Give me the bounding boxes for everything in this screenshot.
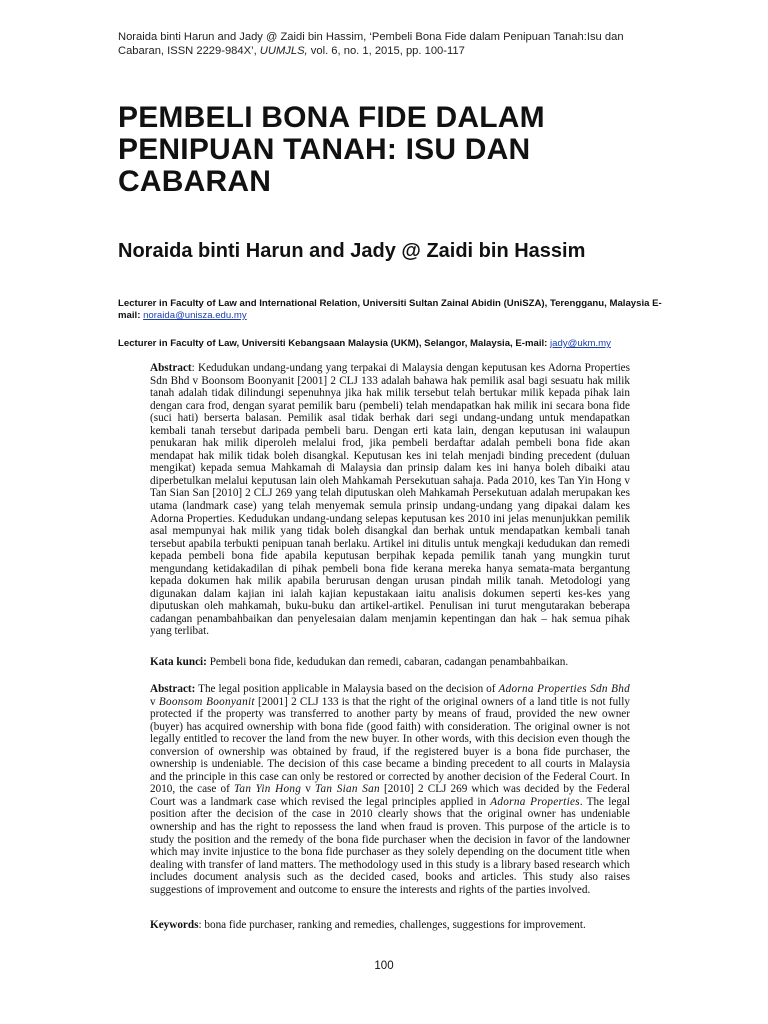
keywords-malay-text: Pembeli bona fide, kedudukan dan remedi, cabaran, cadangan penambahbaikan. bbox=[206, 656, 569, 668]
abstract-malay-label: Abstract bbox=[150, 362, 192, 374]
email-link-jady[interactable]: jady@ukm.my bbox=[550, 338, 611, 349]
abstract-english-text-1: The legal position applicable in Malaysia based on the decision of bbox=[195, 683, 499, 695]
running-head-journal: UUMJLS, bbox=[259, 45, 308, 57]
keywords-english-label: Keywords bbox=[150, 919, 199, 931]
affiliation-1 bbox=[118, 298, 663, 322]
affiliation-2-text: Lecturer in Faculty of Law, Universiti Kebangsaan Malaysia (UKM), Selangor, Malaysia, E-mail: bbox=[118, 338, 551, 349]
paper-title: PEMBELI BONA FIDE DALAM PENIPUAN TANAH: ISU DAN CABARAN bbox=[118, 101, 545, 198]
abstract-english-text-5: [2010] 2 CLJ 269 which was decided by the Federal Court was a landmark case which revised the legal principles applied in bbox=[150, 783, 631, 808]
case-name-adorna: Adorna Properties Sdn Bhd bbox=[498, 683, 631, 695]
abstract-english-text-6: . The legal position after the decision of the case in 2010 clearly shows that the original owner has undeniable ownership and has the right to repossess the land when fraud is proven. This purpose of the article is to study the position and the remedy of the bona fide purchaser when the decision in favor of the landowner which may invite injustice to the bona fide purchaser as they solely depending on the document title when dealing with transfer of land matters. The methodology used in this study is a library based research which includes document analysis such as the decided cased, books and articles. This study also raises suggestions of improvement and outcome to ensure the interests and rights of the parties involved. bbox=[150, 795, 630, 896]
abstract-english bbox=[150, 683, 630, 896]
abstract-malay-text: : Kedudukan undang-undang yang terpakai di Malaysia dengan keputusan kes Adorna Properties Sdn Bhd v Boonsom Boonyanit [2001] 2 CLJ 133 adalah bahawa hak pemilik asal bagi sesuatu hak milik tanah adalah tidak dilindungi sepenuhnya jika hak milik tersebut telah bertukar milik kepada pihak lain dengan cara frod, dengan syarat pemilik baru (pembeli) telah mendapatkan hak milik ini secara bona fide (suci hati) berserta balasan. Pemilik asal tidak berhak dari segi undang-undang untuk mendapatkan kembali tanah tersebut daripada pembeli baru. Dengan erti kata lain, dengan keputusan ini walaupun penukaran hak milik diperoleh melalui frod, jika pembeli berdaftar adalah pembeli bona fide akan mendapat hak milik tidak boleh disangkal. Keputusan kes ini telah menjadi binding precedent (duluan mengikat) kepada semua Mahkamah di Malaysia dan prinsip dalam kes ini hanya boleh dibaiki atau diperbetulkan melalui keputusan lain oleh Mahkamah Persekutuan sahaja. Pada 2010, kes Tan Yin Hong v Tan Sian San [2010] 2 CLJ 269 yang telah diputuskan oleh Mahkamah Persekutuan adalah merupakan kes utama (landmark case) yang telah menyemak semula prinsip undang-undang yang dipakai dalam kes Adorna Properties. Kedudukan undang-undang selepas keputusan kes 2010 ini jelas menunjukkan pemilik asal mempunyai hak milik yang tidak boleh disangkal dan berhak untuk mendapatkan kembali tanah tersebut apabila terbukti penipuan tanah berlaku. Artikel ini ditulis untuk mengkaji kedudukan dan remedi kepada pembeli bona fide apabila keputusan berpihak kepada pemilik tanah yang mungkin turut mengundang ketidakadilan di pihak pembeli bona fide kerana mereka hanya semata-mata bergantung kepada dokumen hak milik apabila berurusan dengan urusan pindah milik tanah. Metodologi yang digunakan dalam kajian ini ialah kajian kepustakaan iaitu analisis dokumen seperti kes-kes yang diputuskan oleh mahkamah, buku-buku dan artikel-artikel. Penulisan ini turut mengutarakan beberapa cadangan penambahbaikan dan penyelesaian dalam menjamin kepentingan dan hak – hak semua pihak yang terlibat. bbox=[150, 362, 630, 638]
author-names: Noraida binti Harun and Jady @ Zaidi bin Hassim bbox=[118, 240, 586, 262]
keywords-english-text: : bona fide purchaser, ranking and remedies, challenges, suggestions for improvement. bbox=[198, 919, 586, 931]
abstract-english-text-2: v bbox=[150, 695, 159, 708]
abstract-malay bbox=[150, 362, 630, 638]
affiliation-1-text: Lecturer in Faculty of Law and International Relation, Universiti Sultan Zainal Abidin (UniSZA), Terengganu, Malaysia E-mail: bbox=[118, 298, 662, 321]
case-name-boonsom: Boonsom Boonyanit bbox=[158, 695, 255, 708]
email-link-noraida[interactable]: noraida@unisza.edu.my bbox=[143, 310, 247, 321]
abstract-english-text-4: v bbox=[301, 783, 315, 796]
running-head-details: vol. 6, no. 1, 2015, pp. 100-117 bbox=[307, 45, 465, 57]
keywords-malay bbox=[150, 656, 630, 669]
page-number: 100 bbox=[374, 960, 394, 972]
case-name-tan-yin-hong: Tan Yin Hong bbox=[233, 783, 302, 796]
affiliation-2 bbox=[118, 338, 663, 350]
running-head-citation: Noraida binti Harun and Jady @ Zaidi bin Hassim, ‘Pembeli Bona Fide dalam Penipuan Tanah:Isu dan Cabaran, ISSN 2229-984X’, bbox=[118, 31, 624, 57]
abstract-english-text-3: [2001] 2 CLJ 133 is that the right of the original owners of a land title is not fully protected if the property was transferred to another party by means of fraud, provided the new owner (buyer) has acquired ownership with bona fide (good faith) with consideration. The original owner is not legally entitled to recover the land from the new buyer. In other words, with this decision even though the conversion of ownership was obtained by fraud, if the registered buyer is a bona fide purchaser, the ownership is undeniable. The decision of this case became a binding precedent to all courts in Malaysia and the principle in this case can only be restored or corrected by another decision of the Federal Court. In 2010, the case of bbox=[150, 695, 630, 796]
keywords-malay-label: Kata kunci: bbox=[150, 656, 207, 668]
case-name-adorna-properties: Adorna Properties bbox=[490, 795, 580, 808]
keywords-english bbox=[150, 919, 630, 932]
abstract-english-label: Abstract: bbox=[150, 683, 196, 695]
case-name-tan-sian-san: Tan Sian San bbox=[315, 783, 380, 796]
running-head bbox=[118, 30, 658, 58]
